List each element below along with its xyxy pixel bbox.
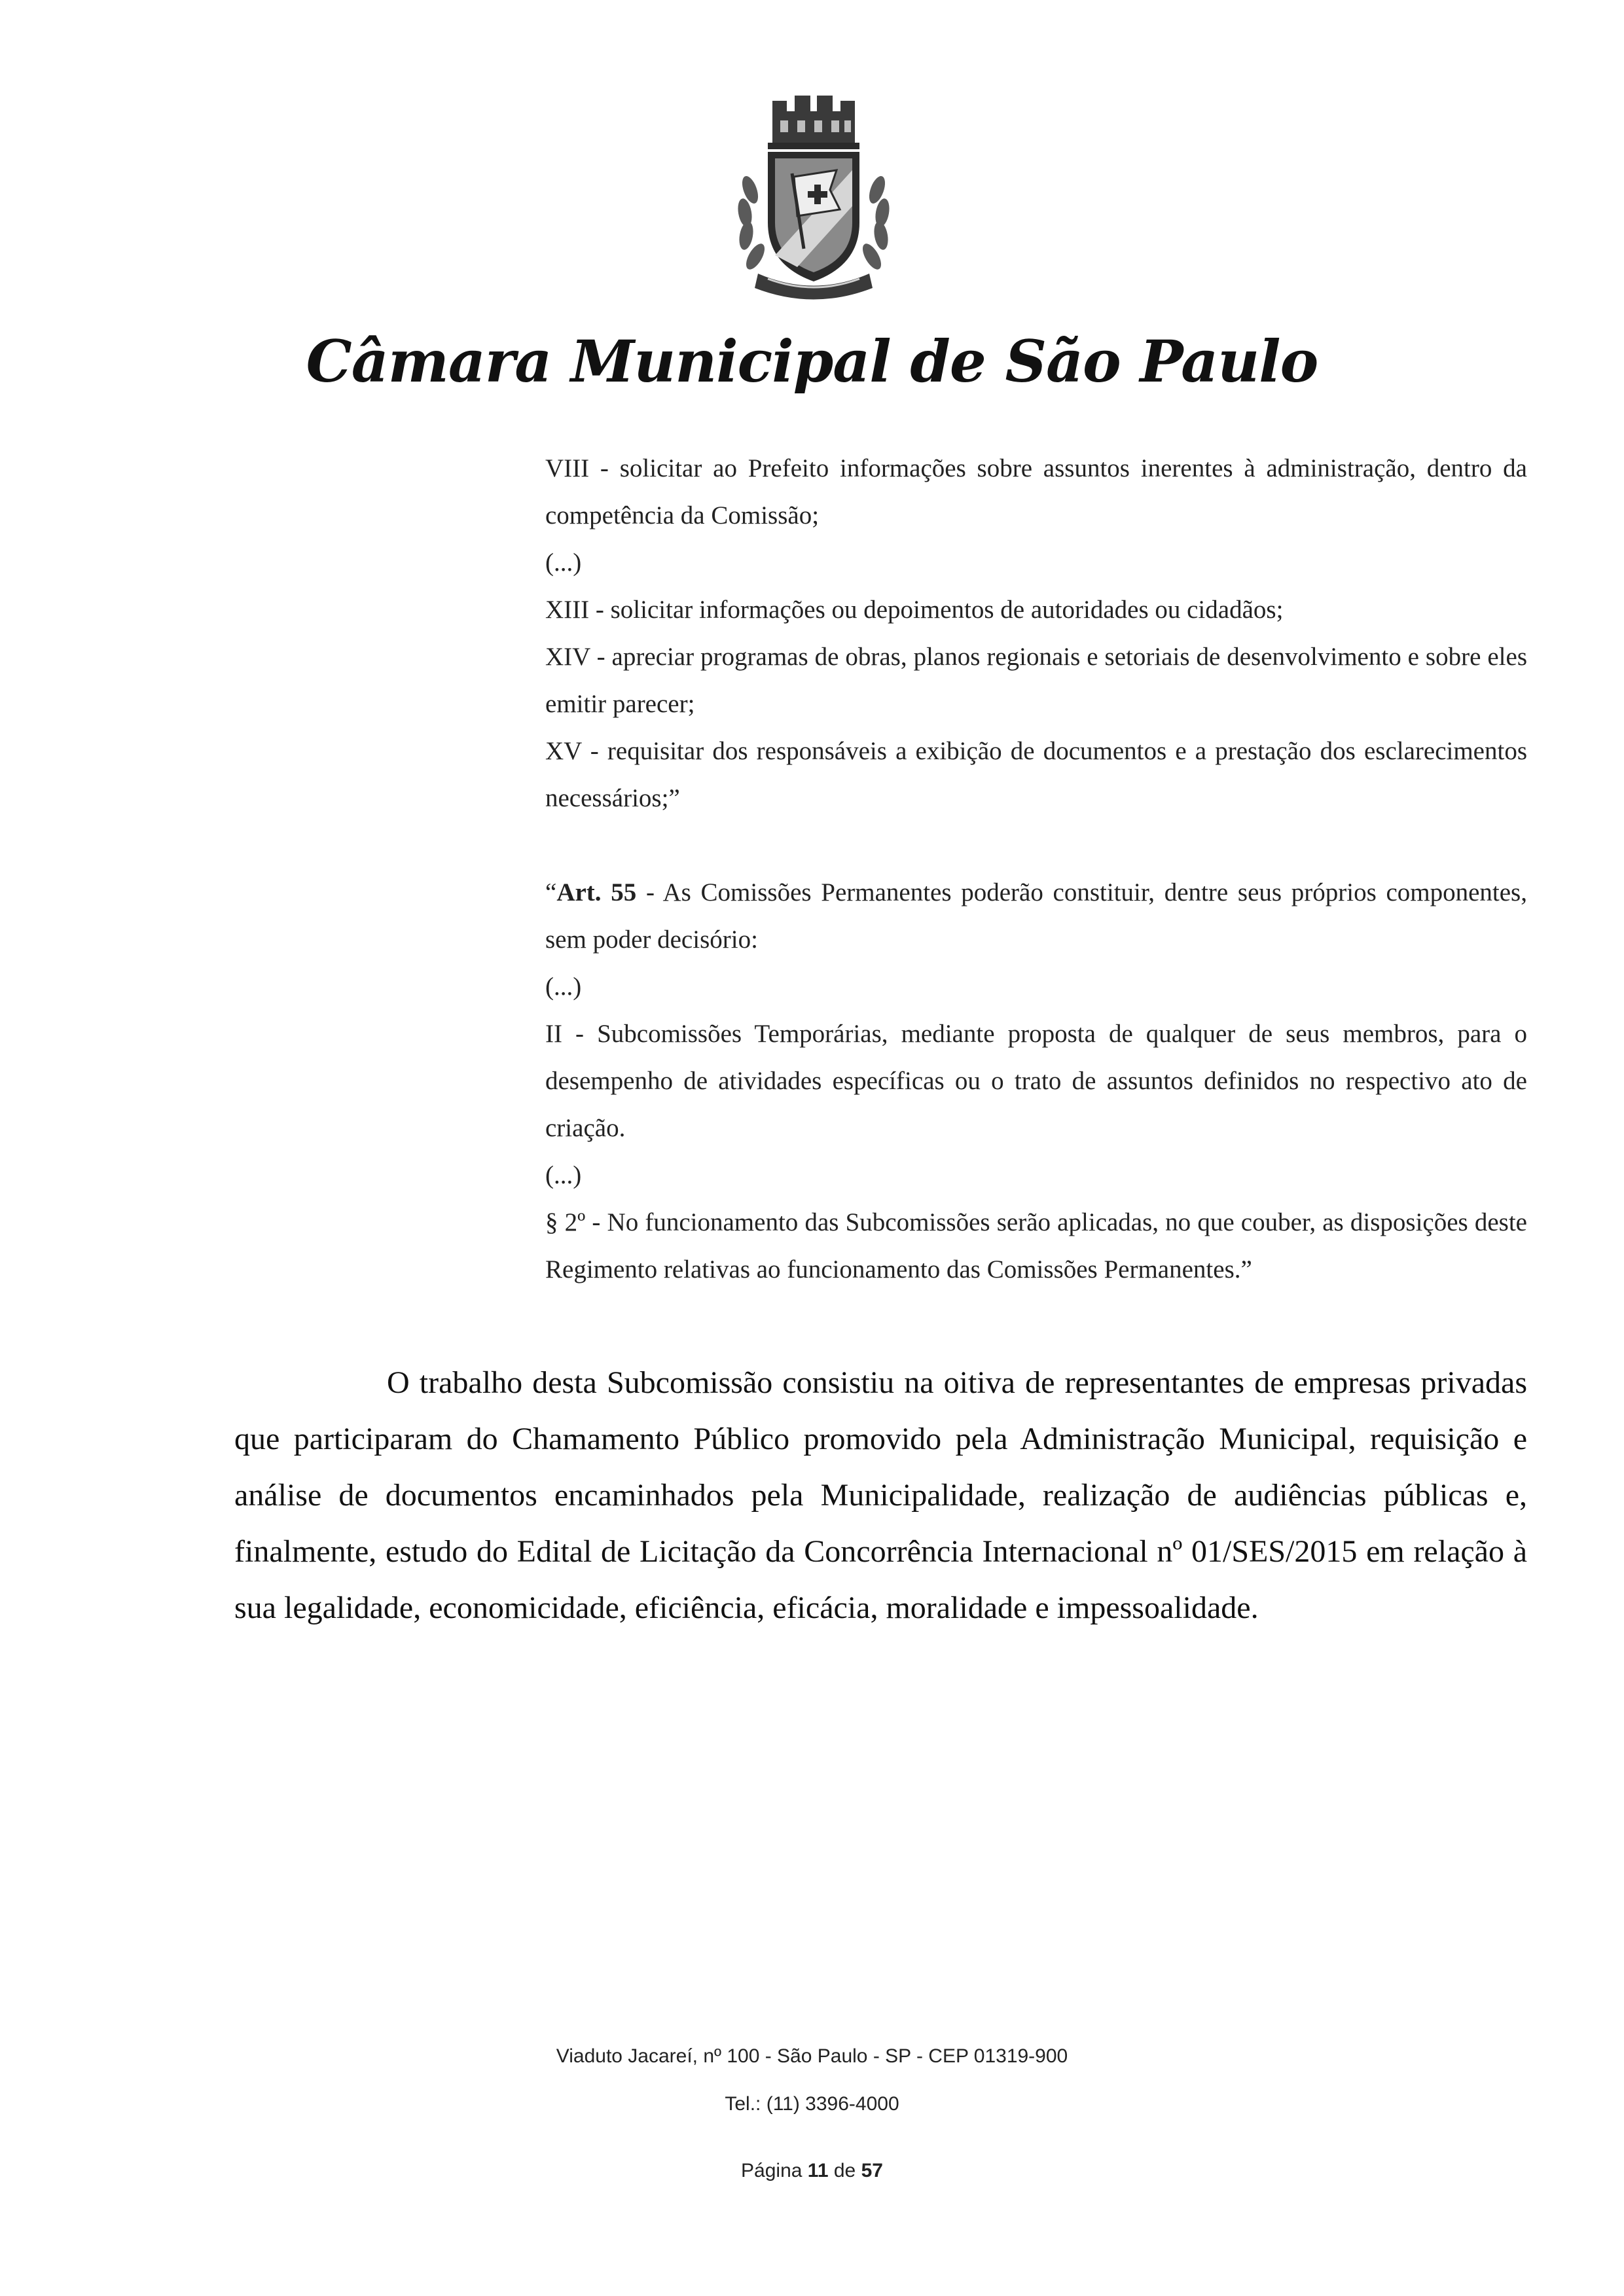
quote-line: VIII - solicitar ao Prefeito informações sobre assuntos inerentes à administração, dentro da competência da Comissão;: [545, 454, 1527, 529]
open-quote: “: [545, 878, 557, 906]
paragraph-gap: [545, 822, 1527, 869]
page-current: 11: [807, 2160, 829, 2181]
page-number: [0, 2160, 1624, 2182]
footer-phone: Tel.: (11) 3396-4000: [725, 2093, 899, 2115]
quote-line: § 2º - No funcionamento das Subcomissões serão aplicadas, no que couber, as disposições deste Regimento relativas ao funcionamento das Comissões Permanentes.”: [545, 1208, 1527, 1283]
article-text: - As Comissões Permanentes poderão constituir, dentre seus próprios componentes, sem poder decisório:: [545, 878, 1527, 954]
quote-line: XIII - solicitar informações ou depoimentos de autoridades ou cidadãos;: [545, 596, 1284, 624]
quote-line: (...): [545, 548, 582, 577]
article-55-line: [545, 869, 1527, 963]
institution-title: Câmara Municipal de São Paulo: [306, 327, 1318, 395]
quote-line: II - Subcomissões Temporárias, mediante proposta de qualquer de seus membros, para o desempenho de atividades específicas ou o trato de assuntos definidos no respectivo ato de criação.: [545, 1020, 1527, 1142]
quote-line: XV - requisitar dos responsáveis a exibição de documentos e a prestação dos esclarecimentos necessários;”: [545, 737, 1527, 812]
body-paragraph: O trabalho desta Subcomissão consistiu na oitiva de representantes de empresas privadas que participaram do Chamamento Público promovido pela Administração Municipal, requisição e análise de documentos encaminhados pela Municipalidade, realização de audiências públicas e, finalmente, estudo do Edital de Licitação da Concorrência Internacional nº 01/SES/2015 em relação à sua legalidade, economicidade, eficiência, eficácia, moralidade e impessoalidade.: [234, 1365, 1527, 1625]
quote-line: (...): [545, 973, 582, 1001]
quote-line: XIV - apreciar programas de obras, planos regionais e setoriais de desenvolvimento e sobre eles emitir parecer;: [545, 643, 1527, 718]
footer-address: Viaduto Jacareí, nº 100 - São Paulo - SP - CEP 01319-900: [556, 2045, 1068, 2067]
article-label: Art. 55: [556, 878, 637, 906]
page-prefix: Página: [741, 2160, 808, 2181]
page-separator: de: [828, 2160, 861, 2181]
quoted-regulation-block: [545, 445, 1527, 1293]
page-total: 57: [861, 2160, 883, 2181]
city-coat-of-arms-icon: [732, 92, 895, 301]
quote-line: (...): [545, 1161, 582, 1189]
